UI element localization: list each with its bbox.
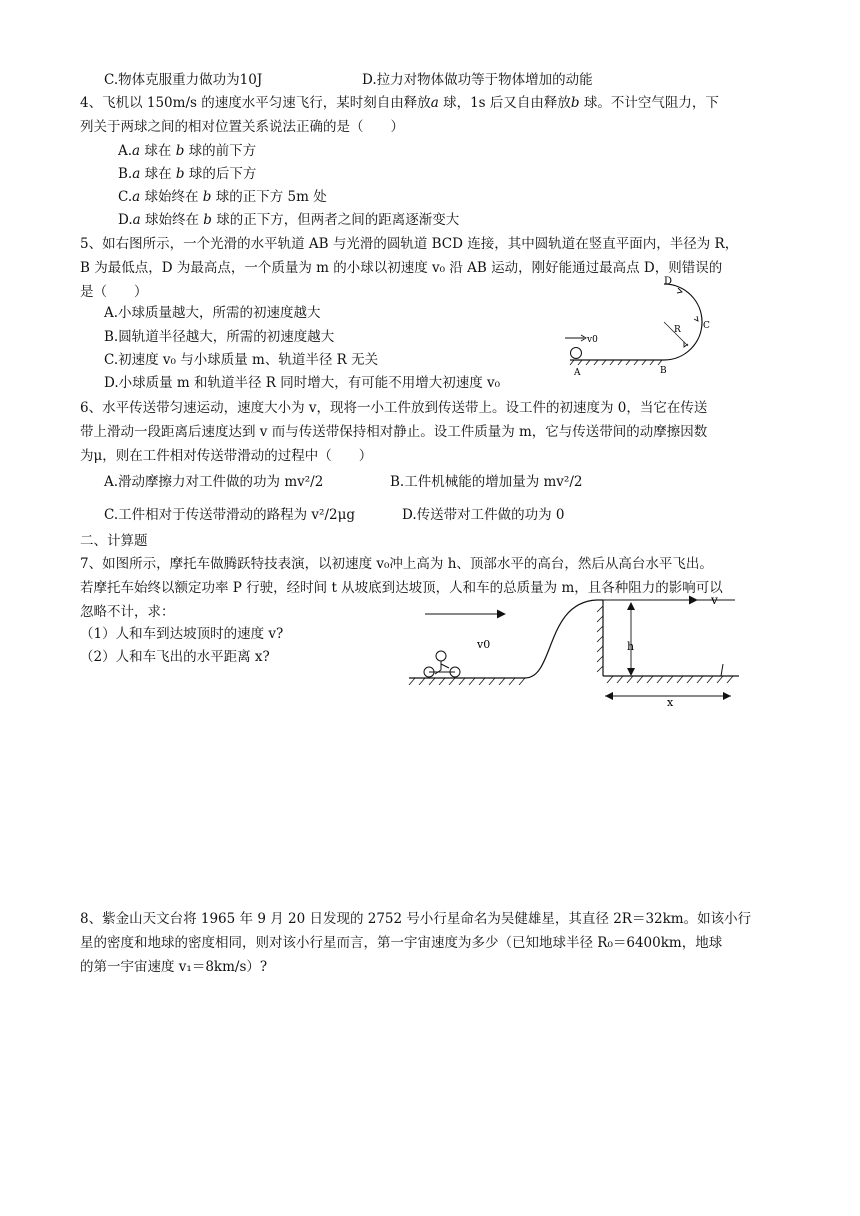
q6-option-c: C.工件相对于传送带滑动的路程为 v²/2μg [104,507,356,523]
q4-option-a: A.a 球在 b 球的前下方 [118,143,257,159]
q6-option-d: D.传送带对工件做的功为 0 [402,507,565,523]
q5-fig-label-r: R [674,325,681,335]
q5-option-d: D.小球质量 m 和轨道半径 R 同时增大，有可能不用增大初速度 v₀ [104,375,501,391]
q6-stem-line2: 带上滑动一段距离后速度达到 v 而与传送带保持相对静止。设工件质量为 m，它与传送带间的动摩擦因数 [80,424,708,440]
q3-option-c: C.物体克服重力做功为10J [104,72,263,88]
q3-option-d: D.拉力对物体做功等于物体增加的动能 [362,72,593,88]
q5-option-c: C.初速度 v₀ 与小球质量 m、轨道半径 R 无关 [104,352,379,368]
q7-fig-label-x: x [667,696,674,709]
q4-option-d: D.a 球始终在 b 球的正下方，但两者之间的距离逐渐变大 [118,212,460,228]
q5-ball [571,348,582,359]
q6-option-a: A.滑动摩擦力对工件做的功为 mv²/2 [104,474,324,490]
q7-subquestion-2: （2）人和车飞出的水平距离 x? [80,649,270,665]
q4-option-c: C.a 球始终在 b 球的正下方 5m 处 [118,189,327,205]
q7-stem-line2: 若摩托车始终以额定功率 P 行驶，经时间 t 从坡底到达坡顶，人和车的总质量为 m，且各种阻力的影响可以 [80,580,723,596]
q5-track-figure [560,272,730,378]
q4-stem-line1: 4、飞机以 150m/s 的速度水平匀速飞行，某时刻自由释放a 球，1s 后又自由释放b 球。不计空气阻力，下 [80,95,719,111]
q7-subquestion-1: （1）人和车到达坡顶时的速度 v? [80,626,284,642]
q6-stem-line1: 6、水平传送带匀速运动，速度大小为 v，现将一小工件放到传送带上。设工件的初速度为 0，当它在传送 [80,400,708,416]
q5-option-a: A.小球质量越大，所需的初速度越大 [104,305,321,321]
q7-fig-label-h: h [627,640,635,653]
q5-fig-label-c: C [703,321,710,331]
q7-fig-label-v0: v0 [477,638,491,651]
q7-stem-line3: 忽略不计，求： [80,604,175,620]
q5-fig-label-v0: v0 [587,335,598,345]
q5-stem-line3: 是（ ） [80,284,148,300]
section-heading-calculation: 二、计算题 [80,533,148,549]
q8-stem-line2: 星的密度和地球的密度相同，则对该小行星而言，第一宇宙速度为多少（已知地球半径 R₀＝6400km，地球 [80,935,723,951]
q5-fig-label-a: A [574,368,581,378]
q8-stem-line1: 8、紫金山天文台将 1965 年 9 月 20 日发现的 2752 号小行星命名为吴健雄星，其直径 2R＝32km。如该小行 [80,911,752,927]
q5-fig-label-d: D [664,276,673,287]
q7-ramp-figure [405,592,745,710]
q5-stem-line1: 5、如右图所示，一个光滑的水平轨道 AB 与光滑的圆轨道 BCD 连接，其中圆轨道在竖直平面内，半径为 R， [80,236,739,252]
q4-stem-line2: 列关于两球之间的相对位置关系说法正确的是（ ） [80,119,404,135]
q5-option-b: B.圆轨道半径越大，所需的初速度越大 [104,329,335,345]
q4-option-b: B.a 球在 b 球的后下方 [118,166,257,182]
q8-stem-line3: 的第一宇宙速度 v₁＝8km/s）? [80,959,268,975]
motorcycle-icon [424,651,460,677]
q6-option-b: B.工件机械能的增加量为 mv²/2 [390,474,583,490]
q5-stem-line2: B 为最低点，D 为最高点，一个质量为 m 的小球以初速度 v₀ 沿 AB 运动，刚好能通过最高点 D，则错误的 [80,260,723,276]
q7-stem-line1: 7、如图所示，摩托车做腾跃特技表演，以初速度 v₀冲上高为 h、顶部水平的高台，然后从高台水平飞出。 [80,556,713,572]
q7-fig-label-v: v [711,593,718,607]
q6-stem-line3: 为μ，则在工件相对传送带滑动的过程中（ ） [80,448,373,464]
q5-fig-label-b: B [660,366,667,376]
